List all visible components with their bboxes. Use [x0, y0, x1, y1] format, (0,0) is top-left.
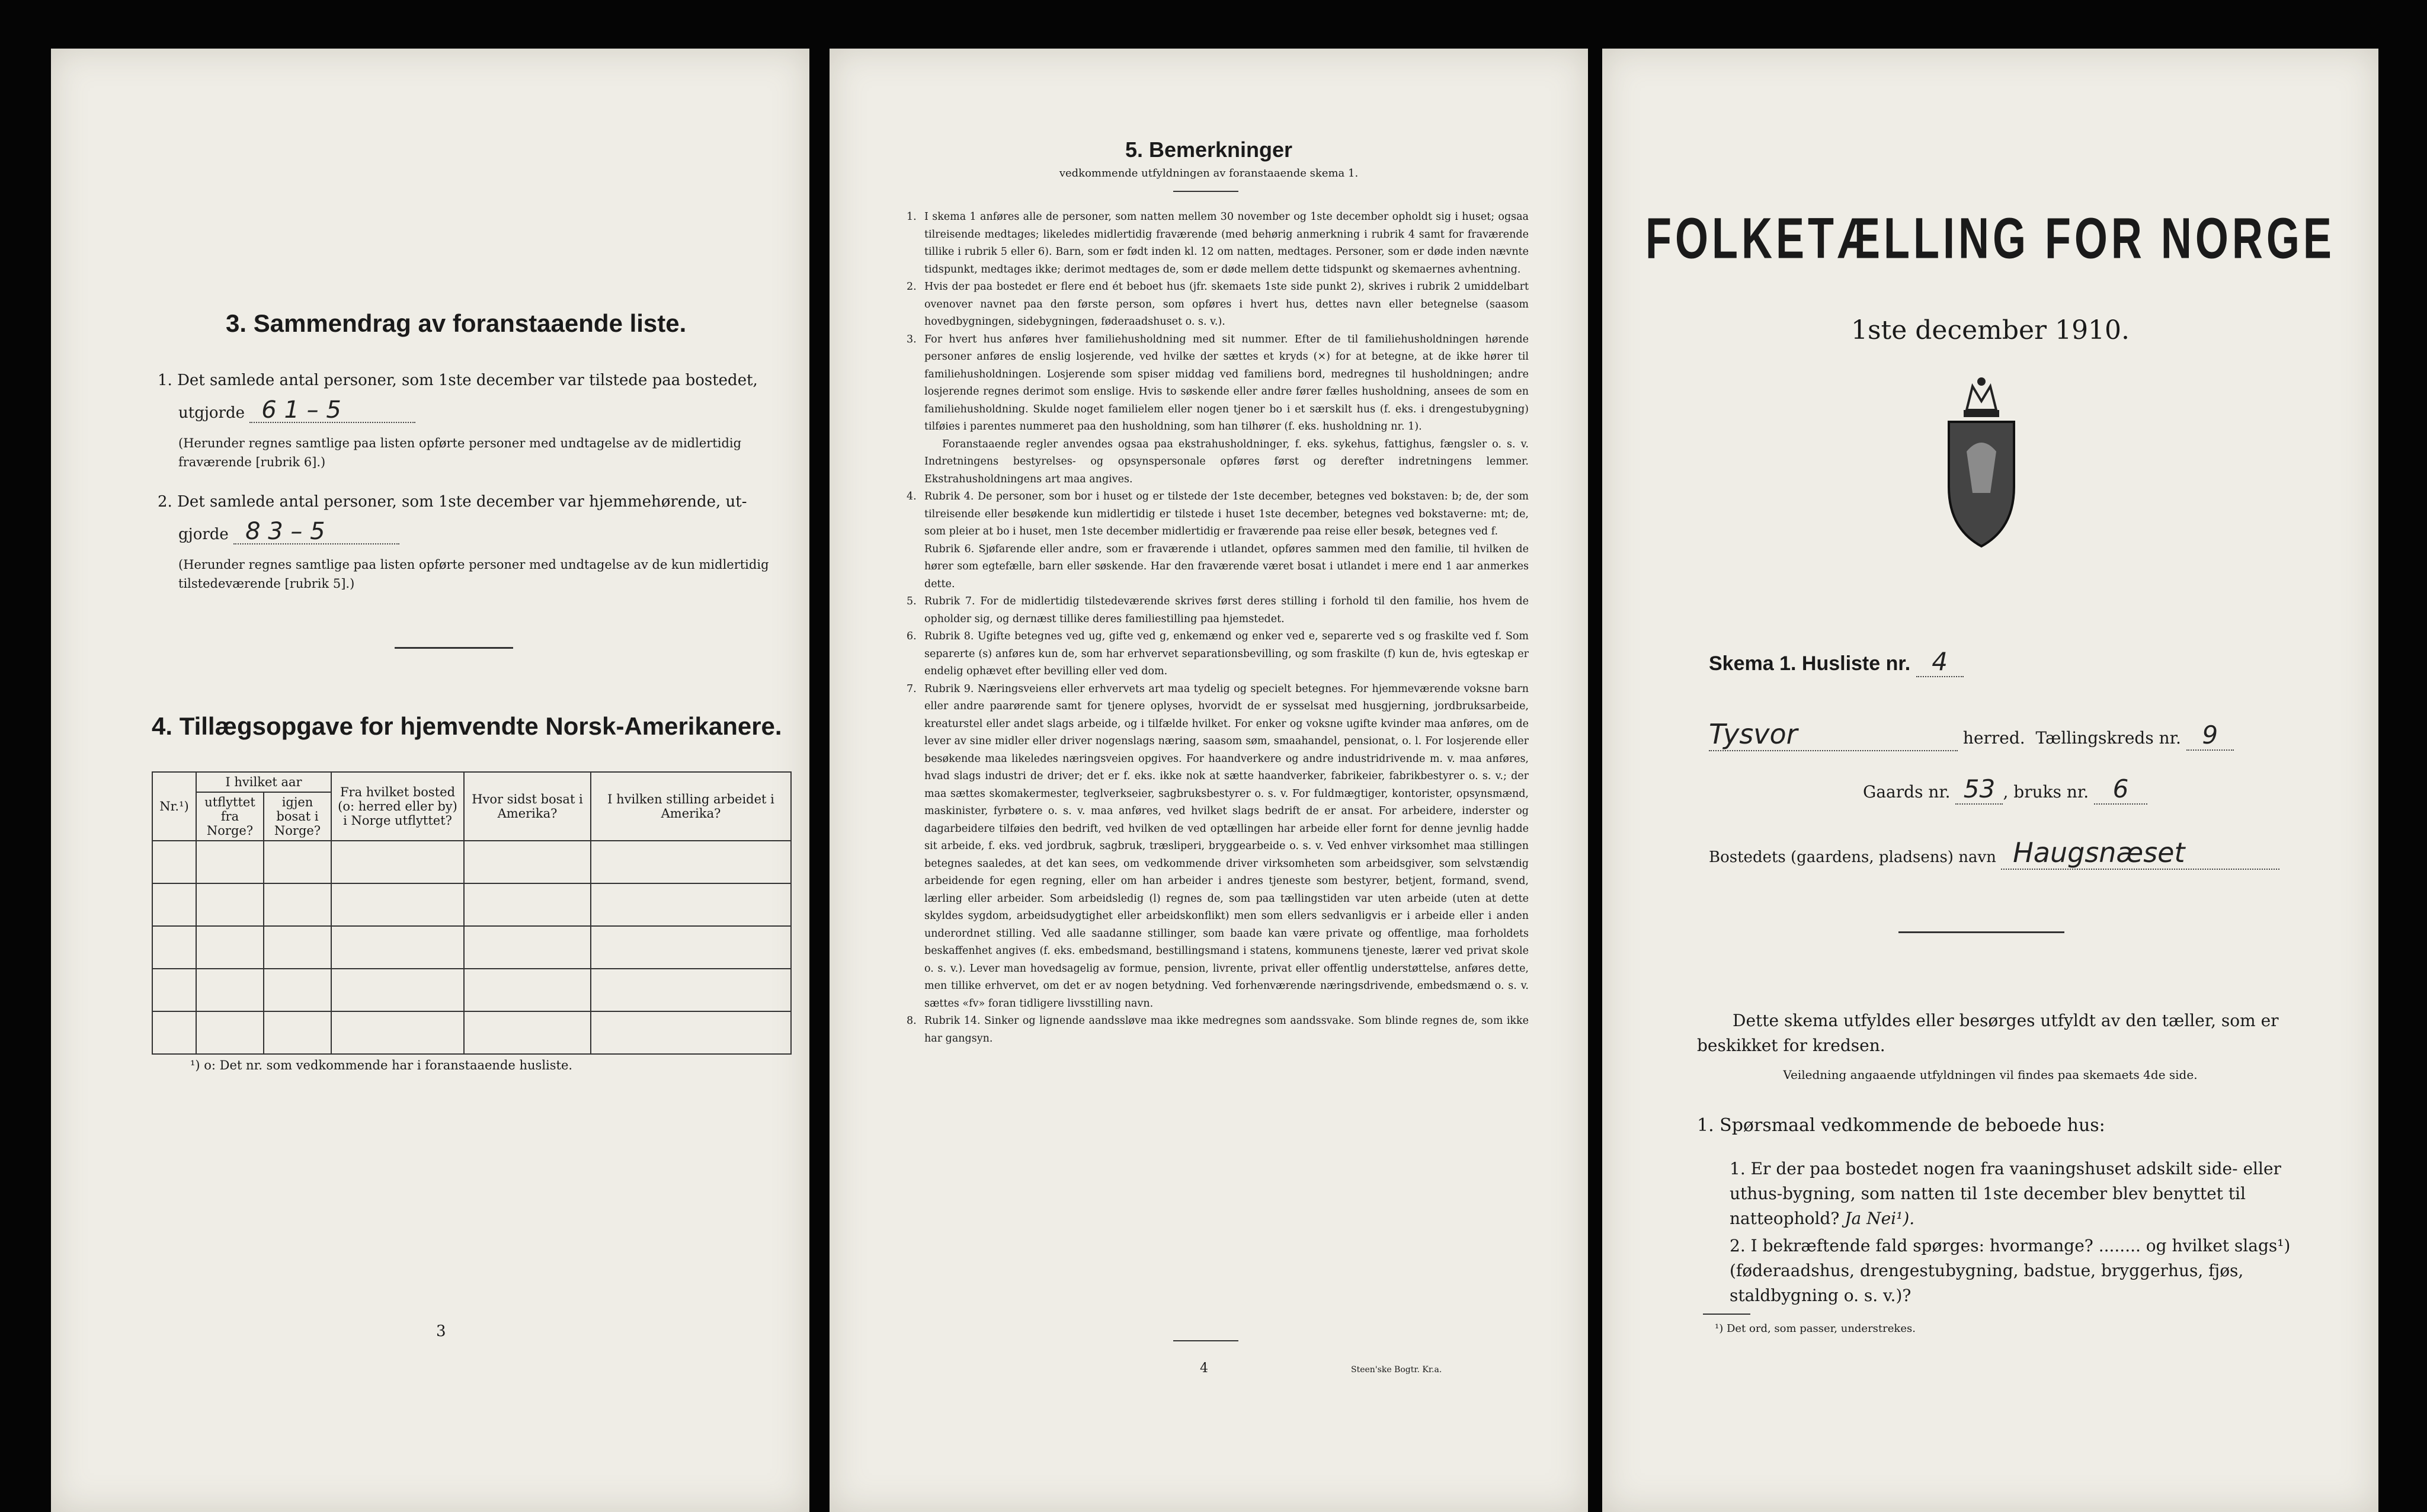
herred-label: herred. — [1962, 728, 2025, 748]
q1-line: 1. Det samlede antal personer, som 1ste december var tilstede paa bostedet, — [158, 371, 758, 389]
bosted-label: Bostedets (gaardens, pladsens) navn — [1709, 848, 1996, 866]
table-row — [152, 969, 791, 1011]
bosted-line — [1709, 837, 2279, 870]
main-title: FOLKETÆLLING FOR NORGE — [1645, 207, 2335, 271]
table-row — [152, 883, 791, 926]
herred-line — [1709, 718, 2234, 751]
ornament-divider — [1898, 931, 2064, 933]
remark-item: 7. Rubrik 9. Næringsveiens eller erhvervets art maa tydelig og specielt betegnes. For hjemmeværende voksne barn eller andre paarørende samt for tjenere oplyses, hvorvidt de er sysselsat med husgjerning, jordbruksarbeide, kreaturstel eller andet slags arbeide, og i tilfælde hvilket. For enker og voksne ugifte kvinder maa anføres, om de lever av sine midler eller driver nogenslags næring, saasom søm, smaahandel, pensionat, o. l. For losjerende eller besøkende maa likeledes næringsveien opgives. For haandverkere og andre industridrivende m. v. maa anføres, hvad slags industri de driver; det er f. eks. ikke nok at sætte haandverker, fabrikeier, fabrikbestyrer o. s. v.; der maa sættes skomakermester, teglverkseier, sagbruksbestyrer o. s. v. For fuldmægtiger, kontorister, opsynsmænd, maskinister, fyrbøtere o. s. v. maa anføres, ved hvilket slags bedrift de er ansat. For arbeidere, inderster og dagarbeidere tilføies den bedrift, ved hvilken de ved optællingen har arbeide eller fornt for denne jevnlig hadde sit arbeide, f. eks. ved jordbruk, sagbruk, træsliperi, bryggearbeide o. s. v. Ved enhver virksomhet maa stillingen betegnes saaledes, at det kan sees, om vedkommende driver virksomheten som arbeidsgiver, som selvstændig arbeidende for egen regning, eller om han arbeider i andres tjeneste som bestyrer, betjent, formand, svend, lærling eller arbeider. Som arbeidsledig (l) regnes de, som paa tællingstiden var uten arbeide (uten at dette skyldes sygdom, arbeidsudygtighet eller arbeidskonflikt) men som ellers sedvanligvis er i arbeide eller i anden underordnet stilling. Ved alle saadanne stillinger, som baade kan være private og offentlige, maa forholdets beskaffenhet angives (f. eks. embedsmand, bestillingsmand i statens, kommunens tjeneste, lærer ved privat skole o. s. v.). Lever man hovedsagelig av formue, pension, livrente, privat eller offentlig understøttelse, anføres dette, men tillike erhvervet, om det er av nogen betydning. Ved forhenværende næringsdrivende, embedsmænd o. s. v. sættes «fv» foran tidligere livsstilling navn. — [907, 683, 1529, 1010]
divider — [1173, 1340, 1238, 1341]
question-1-answer: Ja Nei¹). — [1845, 1209, 1915, 1228]
printer-mark: Steen'ske Bogtr. Kr.a. — [1351, 1365, 1442, 1375]
question-1-text: 1. Er der paa bostedet nogen fra vaaningshuset adskilt side- eller uthus-bygning, som natten til 1ste december blev benyttet til natteophold? — [1730, 1159, 2281, 1228]
gaards-value: 53 — [1955, 774, 2003, 805]
section4-title: 4. Tillægsopgave for hjemvendte Norsk-Amerikanere. — [152, 712, 782, 740]
intro-text: Dette skema utfyldes eller besørges utfyldt av den tæller, som er beskikket for kredsen. — [1697, 1011, 2279, 1055]
skema-line — [1709, 647, 1964, 677]
q1-utgjorde-label: utgjorde — [178, 404, 245, 422]
remark-item: 1. I skema 1 anføres alle de personer, som natten mellem 30 november og 1ste december opholdt sig i huset; ogsaa tilreisende medtages; likeledes midlertidig fraværende (med behørig anmerkning i rubrik 4 samt for fraværende tillike i rubrik 5 eller 6). Barn, som er født inden kl. 12 om natten, medtages. Personer, som er døde inden nævnte tidspunkt, medtages ikke; derimot medtages de, som er døde mellem dette tidspunkt og skemaernes avhentning. — [907, 211, 1529, 276]
kreds-value: 9 — [2186, 720, 2234, 751]
col-fra: Fra hvilket bosted (o: herred eller by) i Norge utflyttet? — [331, 772, 464, 841]
page-left — [51, 49, 809, 1512]
gaards-label: Gaards nr. — [1863, 782, 1951, 802]
footnote-rule — [1703, 1314, 1750, 1315]
q1-handwritten: 6 1 – 5 — [249, 398, 415, 423]
table-row — [152, 841, 791, 883]
remark-item: 2. Hvis der paa bostedet er flere end ét beboet hus (jfr. skemaets 1ste side punkt 2), skrives i rubrik 2 umiddelbart ovenover navnet paa den første person, som opføres i hvert hus, dettes navn eller betegnelse (saasom hovedbygningen, sidebygningen, føderaadshuset o. s. v.). — [907, 281, 1529, 328]
gaards-line: Gaards nr. 53 , bruks nr. 6 — [1863, 774, 2147, 805]
remark-item: 5. Rubrik 7. For de midlertidig tilstedeværende skrives først deres stilling i forhold til den familie, hos hvem de opholder sig, og dernæst tillike deres familiestilling paa hjemstedet. — [907, 595, 1529, 625]
q2-note: (Herunder regnes samtlige paa listen opførte personer med undtagelse av de kun midlertidig tilstedeværende [rubrik 5].) — [178, 558, 769, 591]
right-footnote: ¹) Det ord, som passer, understrekes. — [1715, 1322, 1916, 1335]
page-number-3: 3 — [436, 1322, 446, 1340]
remark-item: 6. Rubrik 8. Ugifte betegnes ved ug, gifte ved g, enkemænd og enker ved e, separerte ved s og fraskilte ved f. Som separerte (s) anføres kun de, som har erhvervet separationsbevilling, og som fraskilte (f) kun de, hvis egteskap er endelig ophævet efter bevilling eller ved dom. — [907, 630, 1529, 677]
divider — [1173, 191, 1238, 192]
divider — [395, 647, 513, 649]
question-1 — [1730, 1157, 2316, 1231]
skema-label: Skema 1. Husliste nr. — [1709, 652, 1911, 675]
herred-value: Tysvor — [1709, 718, 1958, 751]
remark-item: 8. Rubrik 14. Sinker og lignende aandssløve maa ikke medregnes som aandssvake. Som blinde regnes de, som ikke har gangsyn. — [907, 1015, 1529, 1045]
remarks-list — [907, 209, 1529, 1047]
page-number-4: 4 — [1200, 1361, 1208, 1376]
bosted-value: Haugsnæset — [2001, 837, 2279, 870]
section3-title: 3. Sammendrag av foranstaaende liste. — [226, 309, 687, 337]
coat-of-arms-icon — [1940, 374, 2023, 600]
table-row — [152, 1011, 791, 1054]
col-nr: Nr.¹) — [152, 772, 196, 841]
col-group: I hvilket aar — [196, 772, 331, 792]
remarks-subtitle: vedkommende utfyldningen av foranstaaende skema 1. — [1059, 167, 1359, 180]
left-footnote: ¹) o: Det nr. som vedkommende har i foranstaaende husliste. — [190, 1058, 573, 1072]
remark-item: Foranstaaende regler anvendes ogsaa paa ekstrahusholdninger, f. eks. sykehus, fattighus, fængsler o. s. v. Indretningens bestyrelses- og opsynspersonale opføres først og derefter indretningens lemmer. Ekstrahusholdningens art maa angives. — [924, 438, 1529, 485]
q1-note: (Herunder regnes samtlige paa listen opførte personer med undtagelse av de midlertidig fraværende [rubrik 6].) — [178, 436, 742, 469]
remark-item: Rubrik 6. Sjøfarende eller andre, som er fraværende i utlandet, opføres sammen med den familie, til hvilken de hører som egtefælle, barn eller søskende. Har den fraværende været bosat i utlandet i mere end 1 aar anmerkes dette. — [924, 543, 1529, 590]
question-2: 2. I bekræftende fald spørges: hvormange? ........ og hvilket slags¹) (føderaadshus, drengestubygning, badstue, bryggerhus, fjøs, staldbygning o. s. v.)? — [1730, 1236, 2291, 1305]
col-stilling: I hvilken stilling arbeidet i Amerika? — [591, 772, 791, 841]
remarks-title: 5. Bemerkninger — [1125, 137, 1293, 162]
husliste-nr-value: 4 — [1916, 647, 1964, 677]
bruks-label: bruks nr. — [2013, 782, 2089, 802]
q2-utgjorde-label: gjorde — [178, 526, 229, 543]
veiledning-text: Veiledning angaaende utfyldningen vil findes paa skemaets 4de side. — [1783, 1068, 2198, 1082]
remark-item: 3. For hvert hus anføres hver familiehusholdning med sit nummer. Efter de til familiehusholdningen hørende personer anføres de enslig losjerende, ved hvilke der sættes et kryds (×) for at betegne, at de ikke hører til familiehusholdningen. Losjerende som spiser middag ved familiens bord, medregnes til husholdningen; andre losjerende regnes derimot som enslige. Hvis to søskende eller andre fører fælles husholdning, ansees de som en familiehusholdning. Skulde noget familielem eller nogen tjener bo i et særskilt hus (f. eks. i drengestubygning) tilføies i parentes nummeret paa den husholdning, som han tilhører (f. eks. husholdning nr. 1). — [907, 333, 1529, 433]
question-title: 1. Spørsmaal vedkommende de beboede hus: — [1697, 1115, 2105, 1136]
col-utflyttet: utflyttet fra Norge? — [196, 792, 264, 841]
q1-utgjorde — [178, 398, 415, 425]
page-right — [1602, 49, 2378, 1512]
kreds-label: Tællingskreds nr. — [2035, 728, 2181, 748]
census-date: 1ste december 1910. — [1850, 315, 2130, 345]
q2-handwritten: 8 3 – 5 — [233, 520, 399, 544]
q2-line: 2. Det samlede antal personer, som 1ste december var hjemmehørende, ut- — [158, 493, 747, 511]
q2-utgjorde — [178, 520, 399, 546]
table-row — [152, 926, 791, 969]
norsk-amerikanere-table — [152, 771, 792, 1055]
remark-item: 4. Rubrik 4. De personer, som bor i huset og er tilstede der 1ste december, betegnes ved bokstaven: b; de, der som tilreisende eller besøkende kun midlertidig er tilstede i huset 1ste december, betegnes ved bokstaverne: mt; de, som pleier at bo i huset, men 1ste december midlertidig er fraværende paa reise eller besøk, betegnes ved f. — [907, 491, 1529, 537]
bruks-value: 6 — [2094, 774, 2147, 805]
col-igjen: igjen bosat i Norge? — [264, 792, 331, 841]
page-middle — [830, 49, 1588, 1512]
col-hvor: Hvor sidst bosat i Amerika? — [464, 772, 591, 841]
